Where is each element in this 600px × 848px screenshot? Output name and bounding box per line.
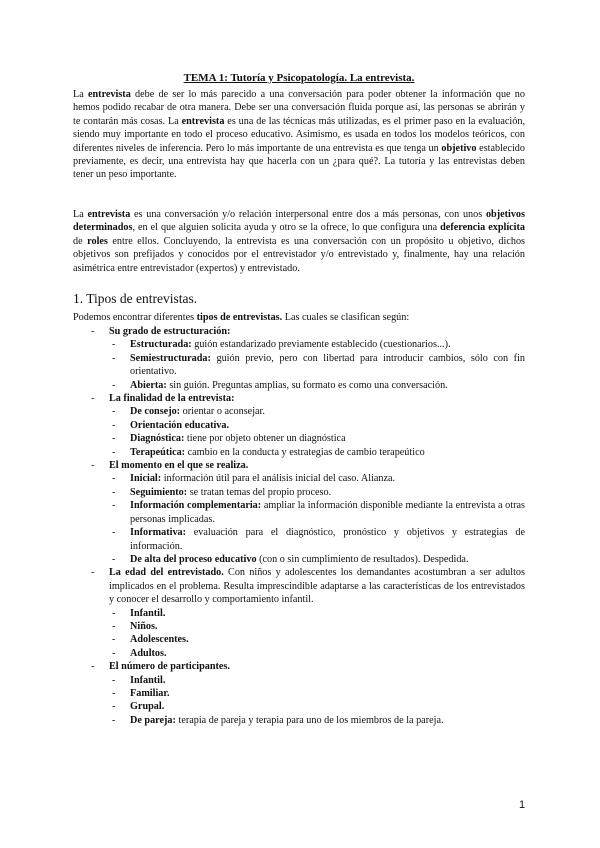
list-dash: - [112, 486, 116, 498]
subtype-item [73, 700, 525, 713]
bold-text: Semiestructurada: [130, 352, 211, 364]
list-dash: - [112, 500, 116, 512]
bold-text: Abierta: [130, 379, 167, 391]
bold-text: Orientación educativa. [130, 419, 230, 431]
bold-text: Terapeútica: [130, 446, 186, 458]
list-dash: - [112, 419, 116, 431]
text-run: es una conversación y/o relación interpersonal entre dos a más personas, con unos [130, 209, 486, 220]
text-run: entre ellos. Concluyendo, la entrevista es una conversación con un propósito u objetivo, dichos objetivos son prefijados y conocidos por el entrevistador y/o entrevistado y, finalmente, hay una relación asimétrica entre entrevistador (expertos) y entrevistado. [73, 235, 526, 274]
subtype-item [73, 432, 525, 445]
list-dash: - [91, 326, 95, 337]
list-dash: - [112, 433, 116, 445]
bold-text: tipos de entrevistas. [196, 312, 283, 323]
category-item [73, 392, 525, 405]
bold-text: La finalidad de la entrevista: [109, 393, 235, 405]
list-dash: - [112, 634, 116, 646]
subtype-item [73, 419, 525, 432]
subtype-item [73, 674, 525, 687]
bold-text: Infantil. [130, 674, 166, 686]
text-run: (con o sin cumplimiento de resultados). Despedida. [256, 553, 469, 565]
list-dash: - [91, 393, 95, 405]
category-item [73, 459, 525, 472]
text-run: guión estandarizado previamente establecido (cuestionarios...). [191, 339, 451, 351]
subtype-item [73, 499, 525, 526]
text-run: información útil para el análisis inicial del caso. Alianza. [161, 473, 396, 485]
text-run: La [73, 209, 88, 220]
list-dash: - [91, 460, 95, 472]
subtype-item [73, 405, 525, 418]
bold-text: Adolescentes. [130, 634, 189, 646]
bold-text: Inicial: [130, 473, 162, 485]
bold-text: De pareja: [130, 714, 176, 726]
bold-text: roles [87, 235, 108, 247]
list-dash: - [112, 714, 116, 726]
text-run: sin guión. Preguntas amplias, su formato es como una conversación. [166, 379, 448, 391]
list-dash: - [112, 527, 116, 539]
bold-text: Grupal. [130, 701, 165, 713]
bold-text: Estructurada: [130, 339, 192, 351]
text-run: guión previo, pero con libertad para introducir cambios, sólo con fin orientativo. [130, 352, 525, 378]
page-title: TEMA 1: Tutoría y Psicopatología. La entrevista. [183, 72, 415, 84]
list-dash: - [112, 473, 116, 485]
list-dash: - [112, 339, 116, 351]
text-run: se tratan temas del propio proceso. [187, 486, 332, 498]
subtype-item [73, 607, 525, 620]
text-run: Las cuales se clasifican según: [282, 312, 410, 323]
text-run: , en el que alguien solicita ayuda y otro se la ofrece, lo que configura una [132, 222, 441, 234]
text-run: Podemos encontrar diferentes [73, 312, 197, 323]
subtype-item [73, 486, 525, 499]
list-dash: - [112, 553, 116, 565]
text-run: cambio en la conducta y estrategias de cambio terapeútico [185, 446, 425, 458]
bold-text: De alta del proceso educativo [130, 553, 257, 565]
bold-text: entrevista [87, 89, 131, 100]
text-run: debe de ser lo más parecido a una conversación para poder obtener la información que no hemos podido recabar de otra manera. Debe ser una conversación fluida porque así, las personas se abrirán y te contarán más cosas. La [73, 89, 525, 127]
subtype-item [73, 379, 525, 392]
interview-types-list [73, 325, 525, 727]
subtype-item [73, 352, 525, 379]
text-run: establecido previamente, es decir, una entrevista hay que hacerla con un ¿para qué?. La tutoría y las entrevistas deben tener un peso importante. [73, 142, 525, 181]
list-dash: - [112, 701, 116, 713]
text-run: es una de las técnicas más utilizadas, es el primer paso en la evaluación, siendo muy importante en todo el proceso educativo. Asimismo, es usada en todos los modelos teóricos, con diferentes niveles de inferencia. Pero lo más importante de una entrevista es que tenga un [73, 115, 525, 154]
list-dash: - [112, 620, 116, 632]
bold-text: Adultos. [130, 647, 167, 659]
definition-paragraph [73, 208, 525, 275]
section-intro [73, 311, 525, 324]
bold-text: Niños. [130, 620, 158, 632]
bold-text: entrevista [181, 115, 225, 127]
list-dash: - [112, 352, 116, 364]
text-run: orientar o aconsejar. [180, 406, 265, 418]
subtype-item [73, 620, 525, 633]
bold-text: objetivos determinados [73, 209, 525, 234]
bold-text: entrevista [87, 209, 131, 220]
list-dash: - [112, 446, 116, 458]
page-number: 1 [519, 799, 526, 811]
list-dash: - [112, 674, 116, 686]
bold-text: Diagnóstica: [130, 433, 185, 445]
subtype-item [73, 647, 525, 660]
list-dash: - [112, 379, 116, 391]
bold-text: El momento en el que se realiza. [109, 460, 249, 472]
bold-text: La edad del entrevistado. [109, 567, 224, 579]
bold-text: El número de participantes. [109, 661, 230, 673]
text-run: La [73, 89, 88, 100]
category-item [73, 566, 525, 606]
bold-text: Infantil. [130, 607, 166, 619]
text-run: evaluación para el diagnóstico, pronóstico y objetivos y estrategias de información. [130, 527, 525, 552]
subtype-item [73, 687, 525, 700]
list-dash: - [91, 661, 95, 673]
text-run: terapia de pareja y terapia para uno de los miembros de la pareja. [175, 714, 444, 726]
bold-text: De consejo: [130, 406, 181, 418]
text-run: tiene por objeto obtener un diagnóstica [184, 433, 346, 445]
subtype-item [73, 553, 525, 566]
list-dash: - [91, 567, 95, 579]
bold-text: objetivo [441, 142, 477, 154]
section-heading: 1. Tipos de entrevistas. [73, 291, 198, 306]
category-item [73, 325, 525, 338]
list-dash: - [112, 647, 116, 659]
subtype-item [73, 714, 525, 727]
text-run: de [73, 235, 88, 247]
bold-text: Familiar. [130, 687, 170, 699]
text-run: ampliar la información disponible mediante la entrevista a otras personas implicadas. [130, 500, 525, 525]
bold-text: deferencia explícita [440, 222, 525, 234]
intro-paragraph [73, 88, 525, 182]
subtype-item [73, 526, 525, 553]
bold-text: Información complementaria: [130, 500, 262, 512]
subtype-item [73, 446, 525, 459]
subtype-item [73, 338, 525, 351]
list-dash: - [112, 406, 116, 418]
list-dash: - [112, 687, 116, 699]
bold-text: Seguimiento: [130, 486, 188, 498]
subtype-item [73, 472, 525, 485]
text-run: Con niños y adolescentes los demandantes acostumbran a ser adultos implicados en el problema. Resulta imprescindible adaptarse a las características de los entrevistados y conocer el desarrollo y comportamiento infantil. [109, 567, 525, 606]
subtype-item [73, 633, 525, 646]
bold-text: Su grado de estructuración: [109, 326, 231, 337]
bold-text: Informativa: [130, 527, 187, 539]
category-item [73, 660, 525, 673]
list-dash: - [112, 607, 116, 619]
